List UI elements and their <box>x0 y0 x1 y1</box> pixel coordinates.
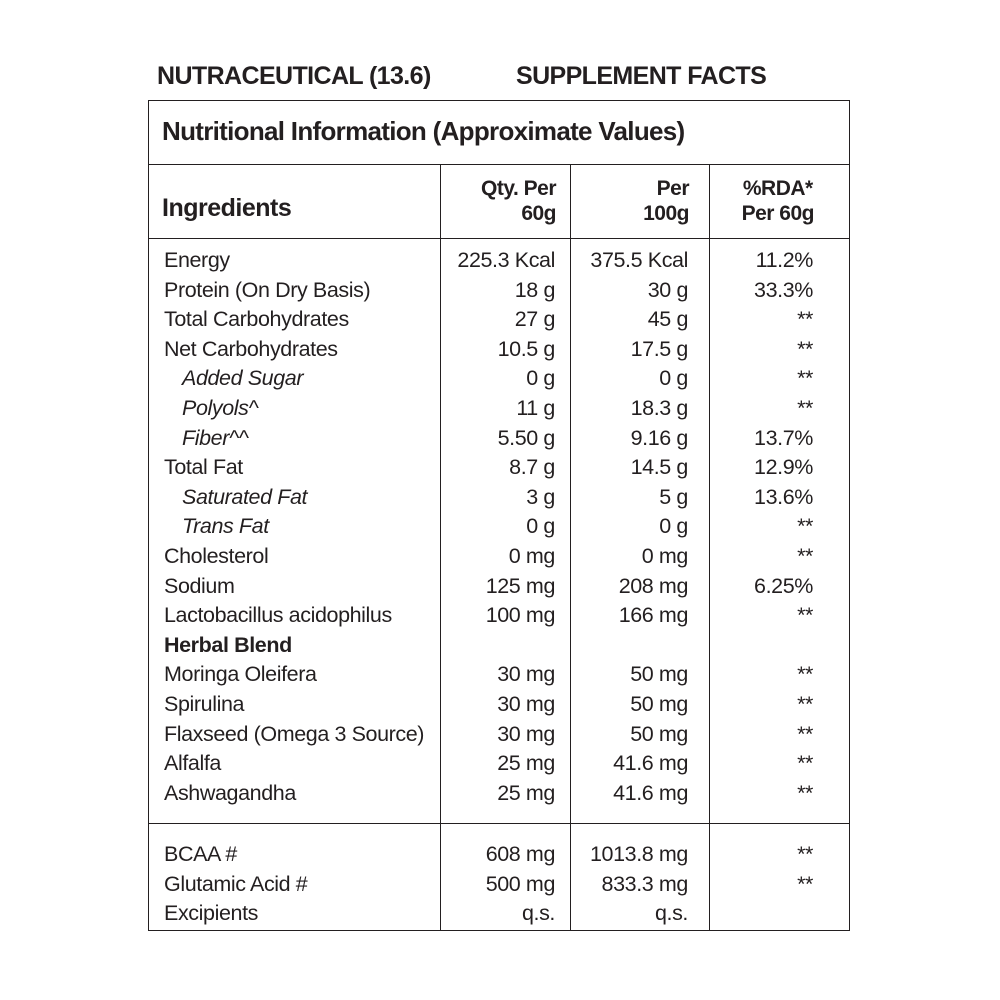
qty-per-100g: 375.5 Kcal <box>590 248 688 272</box>
ingredient-name: Lactobacillus acidophilus <box>164 603 392 628</box>
table-row <box>149 659 849 689</box>
qty-per-100g: 30 g <box>647 277 688 302</box>
ingredient-name: Total Carbohydrates <box>164 307 349 332</box>
ingredient-name: Total Fat <box>164 455 243 480</box>
table-row <box>149 393 849 423</box>
rda-percent: ** <box>797 842 813 866</box>
rda-percent: ** <box>797 603 813 628</box>
qty-per-100g: 50 mg <box>630 662 688 687</box>
qty-per-60g: 11 g <box>516 396 555 420</box>
table-row <box>149 748 849 778</box>
ingredient-name: Alfalfa <box>164 751 221 776</box>
rda-percent: 12.9% <box>754 455 813 480</box>
rda-percent: ** <box>797 662 813 687</box>
rda-percent: ** <box>797 871 813 896</box>
qty-per-60g: 0 g <box>526 514 555 539</box>
ingredient-name: Glutamic Acid # <box>164 871 308 896</box>
qty-per-60g: 30 mg <box>497 692 555 716</box>
qty-per-60g: 125 mg <box>485 573 555 598</box>
qty-per-60g: 8.7 g <box>509 455 555 480</box>
table-row <box>149 452 849 482</box>
column-header-line: Per <box>656 177 689 200</box>
ingredient-name: Moringa Oleifera <box>164 662 317 687</box>
table-row <box>149 869 849 899</box>
table-row <box>149 363 849 393</box>
qty-per-60g: 10.5 g <box>497 336 555 361</box>
table-row <box>149 245 849 275</box>
ingredient-name: Protein (On Dry Basis) <box>164 277 371 302</box>
column-header-ingredients: Ingredients <box>162 194 292 222</box>
table-row <box>149 630 849 660</box>
qty-per-100g: 208 mg <box>618 573 688 598</box>
table-row <box>149 719 849 749</box>
rda-percent: ** <box>797 396 813 420</box>
ingredient-name: Fiber^^ <box>182 425 249 450</box>
qty-per-60g: 5.50 g <box>497 425 555 450</box>
column-header-line: 100g <box>643 202 689 225</box>
qty-per-60g: 100 mg <box>485 603 555 628</box>
qty-per-100g: 14.5 g <box>630 455 688 480</box>
qty-per-100g: 41.6 mg <box>613 780 688 805</box>
rda-percent: 11.2% <box>755 248 813 272</box>
table-row <box>149 898 849 928</box>
qty-per-60g: 25 mg <box>497 780 555 805</box>
column-header-line: %RDA* <box>742 177 813 200</box>
qty-per-100g: 5 g <box>659 484 688 509</box>
ingredient-name: Polyols^ <box>182 396 259 420</box>
table-row <box>149 600 849 630</box>
qty-per-60g: 608 mg <box>485 842 555 866</box>
qty-per-100g: 17.5 g <box>630 336 688 361</box>
rda-percent: ** <box>797 780 813 805</box>
rda-percent: 6.25% <box>754 573 813 598</box>
table-row <box>149 839 849 869</box>
ingredient-name: Flaxseed (Omega 3 Source) <box>164 721 425 746</box>
table-row <box>149 511 849 541</box>
qty-per-60g: 27 g <box>514 307 555 332</box>
ingredient-name: Saturated Fat <box>182 484 308 509</box>
table-row <box>149 571 849 601</box>
rda-percent: 33.3% <box>754 277 813 302</box>
rda-percent: ** <box>797 544 813 568</box>
table-row <box>149 689 849 719</box>
ingredient-name: Sodium <box>164 573 235 598</box>
table-row <box>149 541 849 571</box>
qty-per-60g: 500 mg <box>485 871 555 896</box>
qty-per-60g: 30 mg <box>497 662 555 687</box>
qty-per-100g: 0 mg <box>641 544 688 568</box>
qty-per-60g: 225.3 Kcal <box>457 248 555 272</box>
qty-per-100g: 833.3 mg <box>601 871 688 896</box>
qty-per-100g: 0 g <box>659 514 688 539</box>
rda-percent: ** <box>797 336 813 361</box>
nutrition-facts-table <box>148 100 850 931</box>
rda-percent: ** <box>797 366 813 391</box>
ingredient-name: Spirulina <box>164 692 245 716</box>
rda-percent: ** <box>797 721 813 746</box>
ingredient-name: BCAA # <box>164 842 237 866</box>
qty-per-100g: 9.16 g <box>630 425 688 450</box>
rda-percent: ** <box>797 751 813 776</box>
table-row <box>149 423 849 453</box>
qty-per-60g: 18 g <box>514 277 555 302</box>
column-header-line: 60g <box>521 202 556 225</box>
column-header-line: Per 60g <box>741 202 814 225</box>
ingredient-name: Herbal Blend <box>164 632 292 657</box>
qty-per-100g: 1013.8 mg <box>589 842 688 866</box>
table-row <box>149 275 849 305</box>
table-row <box>149 304 849 334</box>
qty-per-60g: 0 g <box>526 366 555 391</box>
ingredient-name: Ashwagandha <box>164 780 296 805</box>
qty-per-100g: 50 mg <box>630 692 688 716</box>
table-row <box>149 334 849 364</box>
qty-per-60g: 30 mg <box>497 721 555 746</box>
table-row <box>149 778 849 808</box>
supplement-facts-heading: SUPPLEMENT FACTS <box>516 62 767 90</box>
qty-per-100g: 41.6 mg <box>613 751 688 776</box>
table-title: Nutritional Information (Approximate Values) <box>162 116 685 146</box>
qty-per-60g: 3 g <box>526 484 555 509</box>
page-header <box>157 62 857 96</box>
rda-percent: 13.6% <box>754 484 813 509</box>
rda-percent: ** <box>797 514 813 539</box>
table-body <box>149 101 849 930</box>
qty-per-100g: 18.3 g <box>630 396 688 420</box>
qty-per-100g: q.s. <box>654 901 688 926</box>
table-row <box>149 482 849 512</box>
ingredient-name: Energy <box>164 248 230 272</box>
product-code-heading: NUTRACEUTICAL (13.6) <box>157 62 431 90</box>
qty-per-100g: 50 mg <box>630 721 688 746</box>
rda-percent: 13.7% <box>754 425 813 450</box>
ingredient-name: Added Sugar <box>182 366 304 391</box>
ingredient-name: Net Carbohydrates <box>164 336 338 361</box>
qty-per-60g: 0 mg <box>508 544 555 568</box>
ingredient-name: Excipients <box>164 901 258 926</box>
rda-percent: ** <box>797 692 813 716</box>
rda-percent: ** <box>797 307 813 332</box>
qty-per-100g: 45 g <box>647 307 688 332</box>
qty-per-100g: 0 g <box>659 366 688 391</box>
ingredient-name: Cholesterol <box>164 544 269 568</box>
qty-per-60g: 25 mg <box>497 751 555 776</box>
qty-per-60g: q.s. <box>521 901 555 926</box>
ingredient-name: Trans Fat <box>182 514 269 539</box>
column-header-line: Qty. Per <box>481 177 556 200</box>
qty-per-100g: 166 mg <box>618 603 688 628</box>
